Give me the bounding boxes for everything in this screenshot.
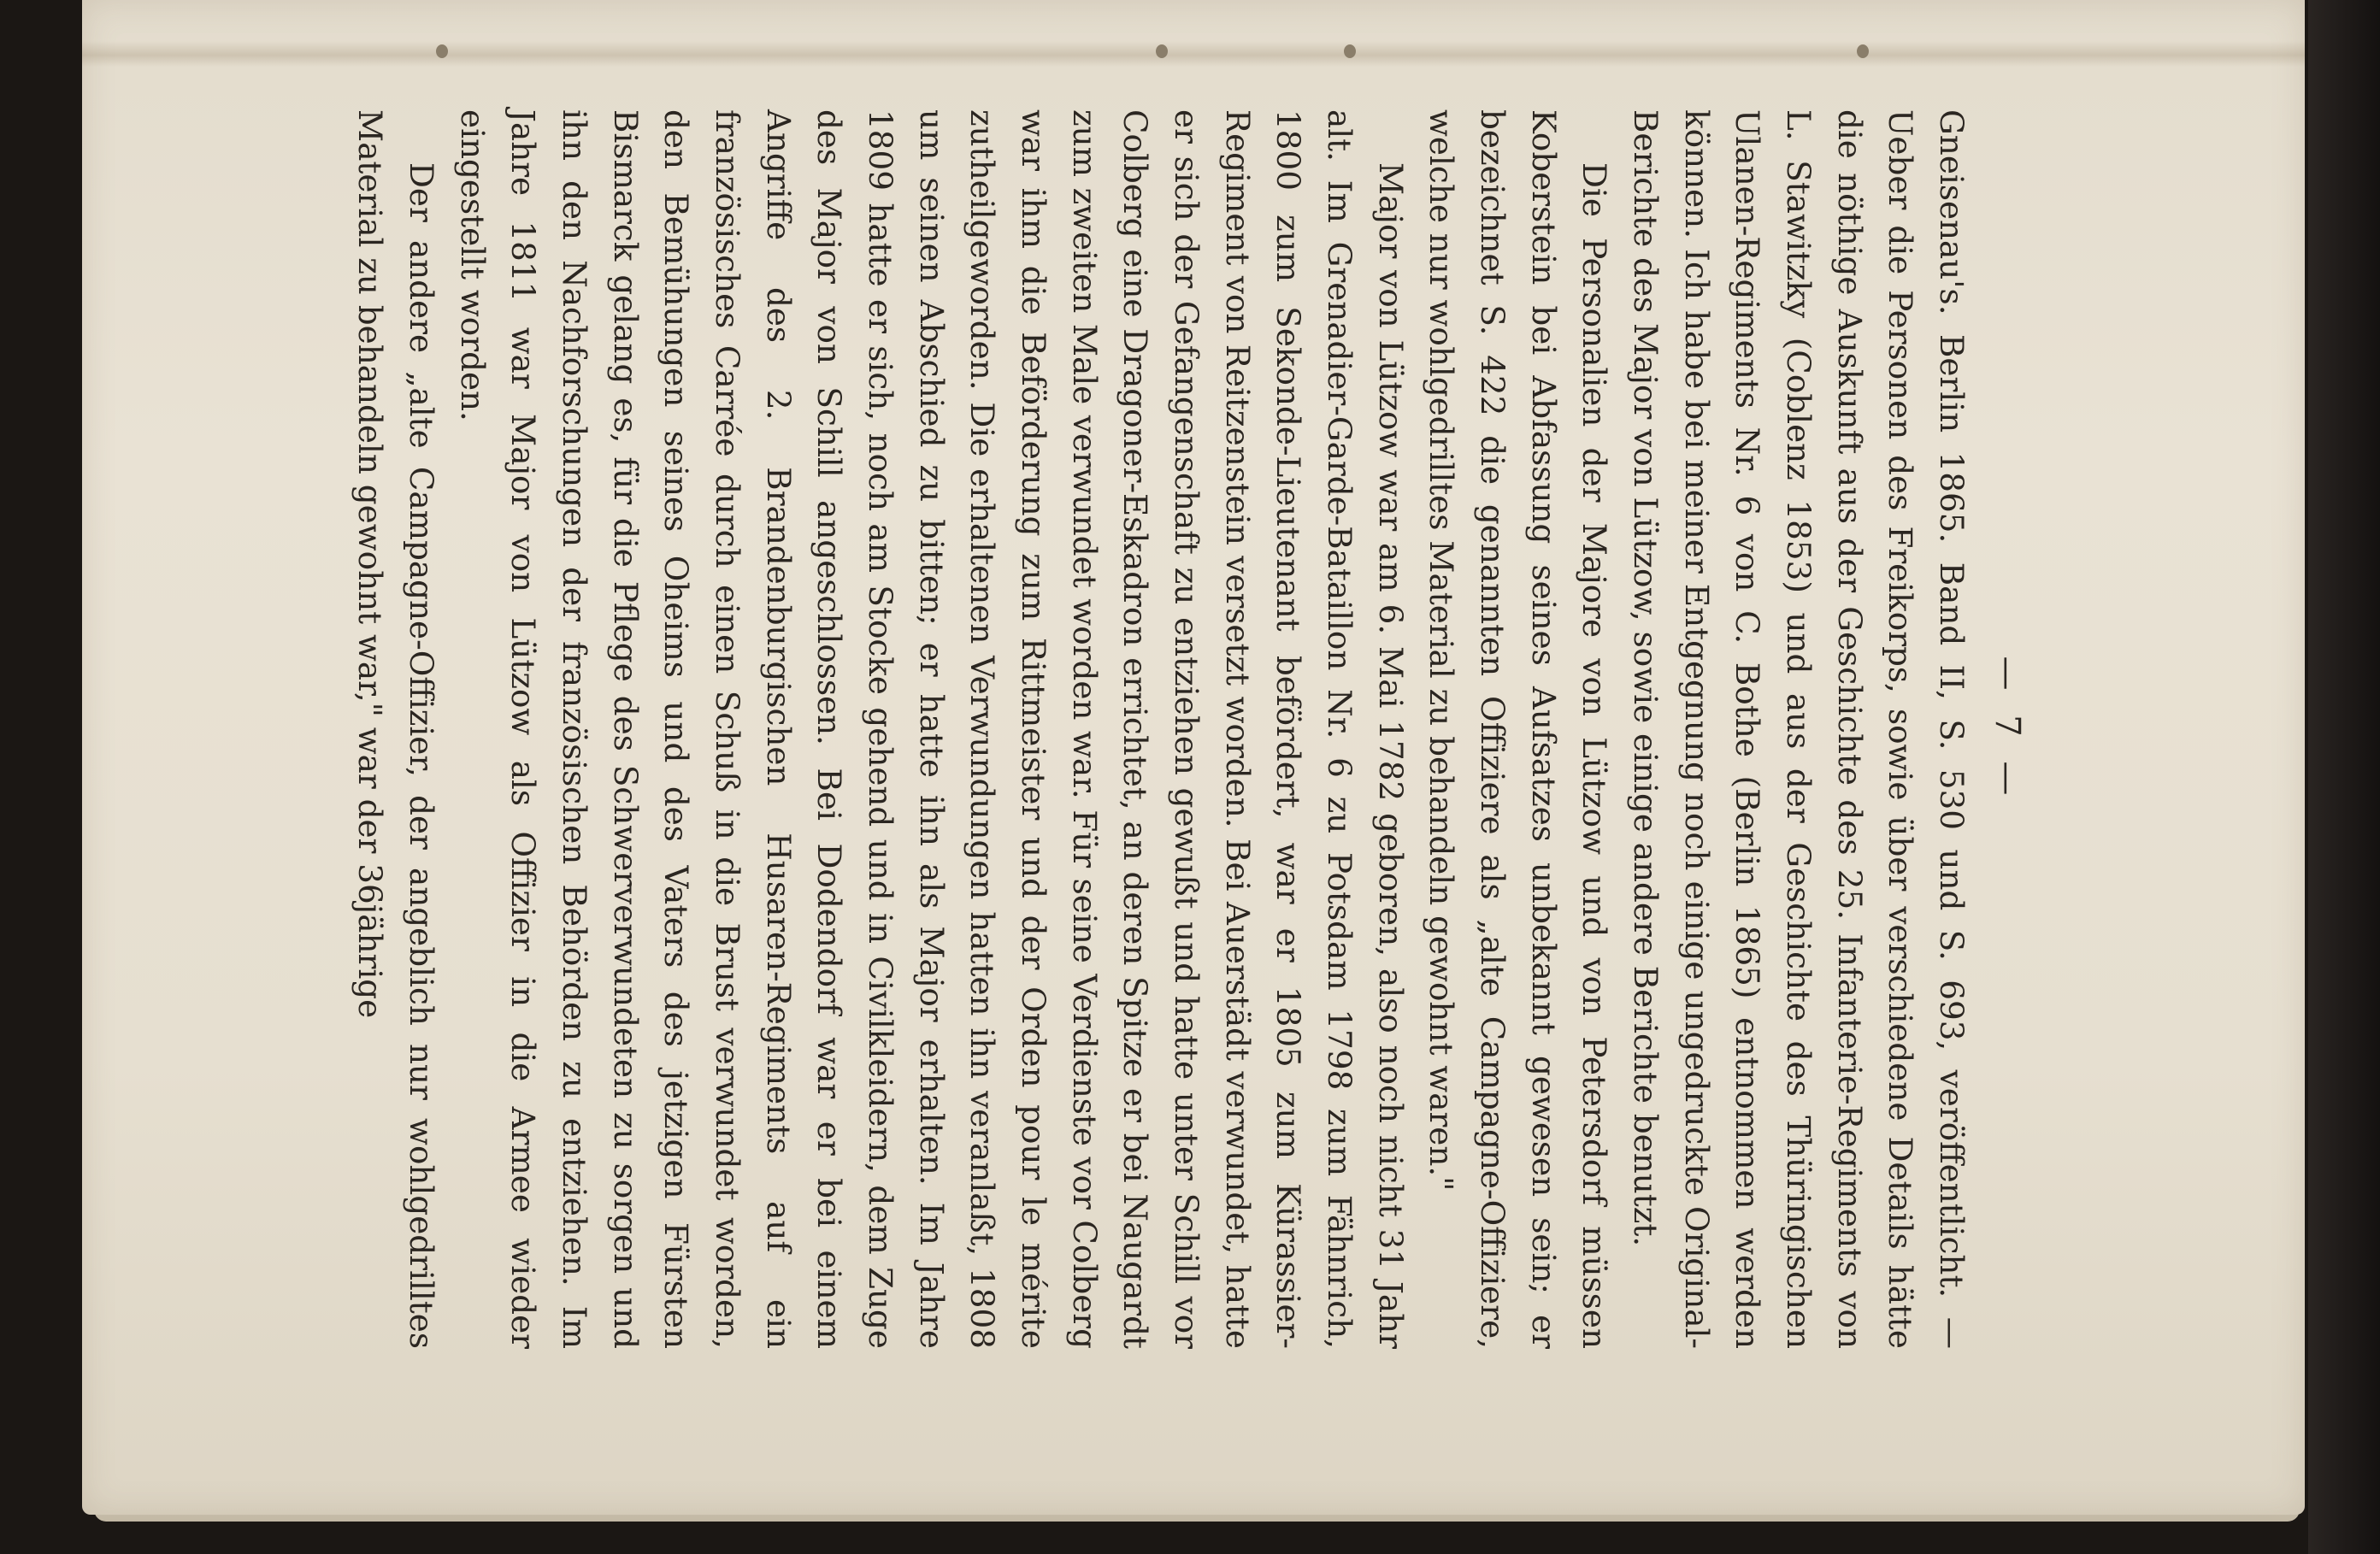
rotated-text-block (342, 109, 2035, 1349)
binding-stitch (1344, 44, 1356, 58)
paragraph: Gneisenau's. Berlin 1865. Band II, S. 530 und S. 693, veröffentlicht. — Ueber die Personen des Freikorps, sowie über verschiedene Details hätte die nöthige Auskunft aus der Geschichte des 25. Infanterie-Regiments von L. Stawitzky (Coblenz 1853) und aus der Geschichte des Thüringischen Ulanen-Regiments Nr. 6 von C. Bothe (Berlin 1865) entnommen werden können. Ich habe bei meiner Entgegnung noch einige ungedruckte Original-Berichte des Major von Lützow, sowie einige andere Berichte benutzt. (1626, 109, 1971, 1349)
binding-stitch (436, 44, 448, 58)
paragraph: Der andere „alte Campagne-Offizier, der angeblich nur wohlgedrilltes Material zu behandeln gewohnt war," war der 36jährige (351, 109, 440, 1349)
paragraph: Major von Lützow war am 6. Mai 1782 geboren, also noch nicht 31 Jahr alt. Im Grenadier-Garde-Bataillon Nr. 6 zu Potsdam 1798 zum Fähnrich, 1800 zum Sekonde-Lieutenant befördert, war er 1805 zum Kürassier-Regiment von Reitzenstein versetzt worden. Bei Auerstädt verwundet, hatte er sich der Gefangenschaft zu entziehen gewußt und hatte unter Schill vor Colberg eine Dragoner-Eskadron errichtet, an deren Spitze er bei Naugardt zum zweiten Male verwundet worden war. Für seine Verdienste vor Colberg war ihm die Beförderung zum Rittmeister und der Orden pour le mérite zutheilgeworden. Die erhaltenen Verwundungen hatten ihn veranlaßt, 1808 um seinen Abschied zu bitten; er hatte ihn als Major erhalten. Im Jahre 1809 hatte er sich, noch am Stocke gehend und in Civilkleidern, dem Zuge des Major von Schill angeschlossen. Bei Dodendorf war er bei einem Angriffe des 2. Brandenburgischen Husaren-Regiments auf ein französisches Carrée durch einen Schuß in die Brust verwundet worden, den Bemühungen seines Oheims und des Vaters des jetzigen Fürsten Bismarck gelang es, für die Pflege des Schwerverwundeten zu sorgen und ihn den Nachforschungen der französischen Behörden zu entziehen. Im Jahre 1811 war Major von Lützow als Offizier in die Armee wieder eingestellt worden. (453, 109, 1410, 1349)
book-cover-edge (2308, 0, 2380, 1554)
body-text (345, 109, 1977, 1349)
binding-fold (82, 41, 2305, 67)
binding-stitch (1857, 44, 1869, 58)
binding-stitch (1156, 44, 1168, 58)
page-number: — 7 — (1988, 656, 2027, 803)
paragraph: Die Personalien der Majore von Lützow und von Petersdorf müssen Koberstein bei Abfassung seines Aufsatzes unbekannt gewesen sein; er bezeichnet S. 422 die genannten Offiziere als „alte Campagne-Offiziere, welche nur wohlgedrilltes Material zu behandeln gewohnt waren." (1423, 109, 1614, 1349)
